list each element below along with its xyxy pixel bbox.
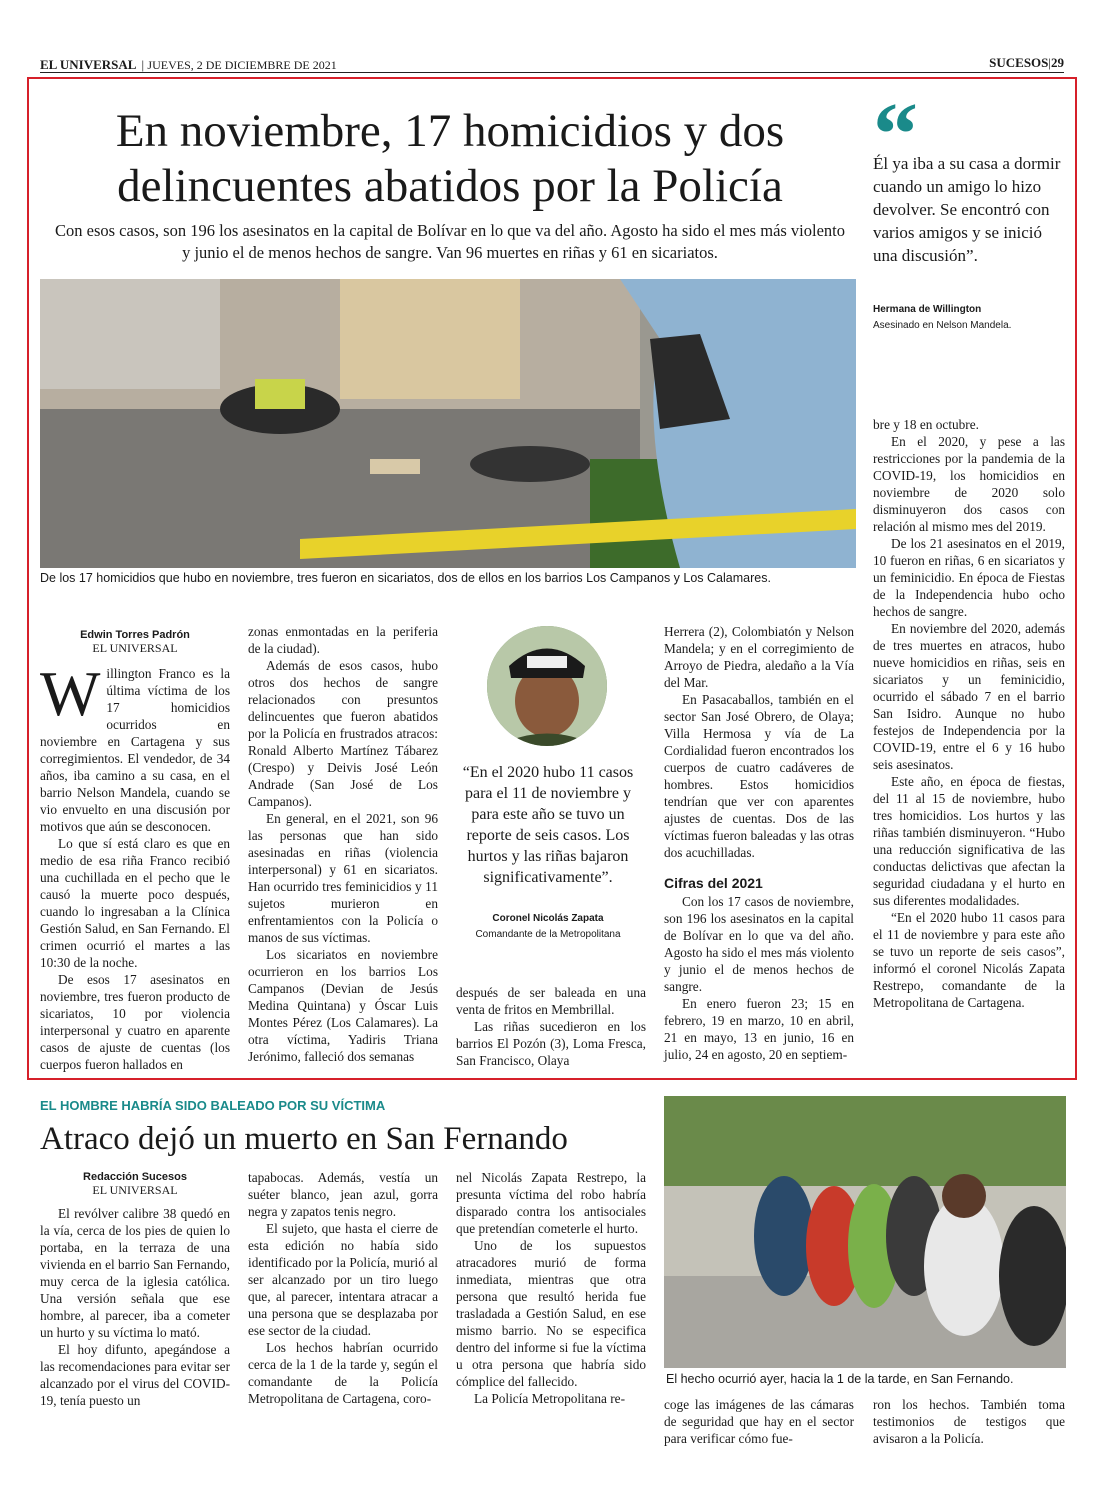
paragraph: En Pasacaballos, también en el sector San José Obrero, de Olaya; Villa Hermosa y vía de La Cordialidad fueron encontrados los cuerpos de cuatro cadáveres de hombres. Estos homicidios tendrían que ver con aparentes ajustes de cuentas. Dos de las víctimas fueron baleadas y las otras dos acuchilladas. [664, 692, 854, 860]
article-column-1 [40, 628, 230, 1073]
paragraph: La Policía Metropolitana re- [474, 1391, 626, 1406]
paragraph: “En el 2020 hubo 11 casos para el 11 de noviembre y para este año se tuvo un reporte de seis casos”, informó el coronel Nicolás Zapata Restrepo, comandante de la Metropolitana de Cartagena. [873, 910, 1065, 1010]
paragraph: El sujeto, que hasta el cierre de esta edición no había sido identificado por la Policía, murió al ser alcanzado por un tiro luego que, al parecer, intentara atracar a una persona que se desplazaba por ese sector de la ciudad. [248, 1221, 438, 1338]
paragraph: En noviembre del 2020, además de tres muertes en atracos, hubo nueve homicidios en riñas, seis en sicariatos y un feminicidio, ocurrido el sábado 7 en el barrio San Isidro. Aunque no hubo festejos de Independencia por la COVID-19, entre el 6 y 16 hubo seis asesinatos. [873, 621, 1065, 772]
header-date: JUEVES, 2 DE DICIEMBRE DE 2021 [147, 58, 337, 72]
article-column-2 [248, 623, 438, 1065]
paragraph: bre y 18 en octubre. [873, 417, 979, 432]
paragraph: De esos 17 asesinatos en noviembre, tres fueron producto de sicariatos, 10 por violencia interpersonal y cuatro en aparente casos de ajuste de cuentas (los cuerpos fueron hallados en [40, 972, 230, 1072]
paragraph: Los sicariatos en noviembre ocurrieron en los barrios Los Campanos (Devian de Jesús Medina Quintana) y Óscar Luis Montes Pérez (Los Calamares). La otra víctima, Yadiris Triana Jerónimo, falleció dos semanas [248, 947, 438, 1064]
main-photo [40, 279, 856, 568]
byline-org: EL UNIVERSAL [92, 641, 178, 655]
paragraph: Las riñas sucedieron en los barrios El Pozón (3), Loma Fresca, San Francisco, Olaya [456, 1019, 646, 1068]
second-column-2 [248, 1169, 438, 1407]
paragraph: nel Nicolás Zapata Restrepo, la presunta víctima del robo habría disparado contra los antisociales que pretendían cometerle el hurto. [456, 1170, 646, 1236]
paragraph: illington Franco es la última víctima de los 17 homicidios ocurridos en noviembre en Cartagena y sus corregimientos. El vendedor, de 34 años, iba camino a su casa, en el barrio Nelson Mandela, cuando se vio envuelto en una discusión por motivos que aún se desconocen. [40, 666, 230, 834]
paragraph: En el 2020, y pese a las restricciones por la pandemia de la COVID-19, los homicidios en noviembre de 2020 solo disminuyeron dos casos con relación al mismo mes del 2019. [873, 434, 1065, 534]
second-byline-org: EL UNIVERSAL [92, 1183, 178, 1197]
second-photo-caption: El hecho ocurrió ayer, hacia la 1 de la tarde, en San Fernando. [666, 1372, 1014, 1386]
second-byline-name: Redacción Sucesos [83, 1171, 187, 1183]
newspaper-name: EL UNIVERSAL [40, 57, 137, 72]
paragraph: Herrera (2), Colombiatón y Nelson Mandela; y en el corregimiento de Arroyo de Piedra, aledaño a la Vía del Mar. [664, 624, 854, 690]
article-column-4 [664, 623, 854, 1063]
paragraph: Uno de los supuestos atracadores murió de forma inmediata, mientras que otra persona que resultó herida fue trasladada a Gestión Salud, en ese mismo barrio. No se especifica dentro del informe si fue la víctima u otra persona que habría sido cómplice del fallecido. [456, 1238, 646, 1389]
paragraph: En general, en el 2021, son 96 las personas que han sido asesinadas en riñas (violencia interpersonal) y 61 en sicariatos. Han ocurrido tres feminicidios y 11 sujetos murieron en enfrentamientos con la Policía o manos de sus víctimas. [248, 811, 438, 945]
paragraph: tapabocas. Además, vestía un suéter blanco, jean azul, gorra negra y zapatos tenis negro. [248, 1170, 438, 1219]
paragraph: Además de esos casos, hubo otros dos hechos de sangre relacionados con presuntos delincuentes que fueron abatidos por la Policía en frustrados atracos: Ronald Alberto Martínez Tábarez (Crespo) y Deivis José León Andrade (San José de Los Campanos). [248, 658, 438, 809]
paragraph: Los hechos habrían ocurrido cerca de la 1 de la tarde y, según el comandante de la Policía Metropolitana de Cartagena, coro- [248, 1340, 438, 1406]
paragraph: Este año, en época de fiestas, del 11 al 15 de noviembre, hubo tres homicidios. Los hurtos y las riñas también disminuyeron. “Hubo una reducción significativa de las conductas delictivas que afectan la seguridad ciudadana y el hurto en sus diferentes modalidades. [873, 774, 1065, 908]
paragraph: De los 21 asesinatos en el 2019, 10 fueron en riñas, 6 en sicariatos y un feminicidio. En época de Fiestas de la Independencia hubo ocho hechos de sangre. [873, 536, 1065, 619]
section-name: SUCESOS [989, 55, 1049, 70]
pull-quote-role: Comandante de la Metropolitana [475, 929, 621, 940]
paragraph: Lo que sí está claro es que en medio de esa riña Franco recibió una cuchillada en el pecho que le causó la muerte poco después, cuando lo ingresaban a la Clínica Gestión Salud, en San Fernando. El crimen ocurrió el martes a las 10:30 de la noche. [40, 836, 230, 970]
second-photo [664, 1096, 1066, 1368]
second-column-1 [40, 1170, 230, 1409]
paragraph: coge las imágenes de las cámaras de seguridad que hay en el sector para verificar cómo fue- [664, 1397, 854, 1446]
second-title: Atraco dejó un muerto en San Fernando [40, 1121, 568, 1157]
sidebar-quote-author: Hermana de Willington [873, 304, 982, 315]
paragraph: después de ser baleada en una venta de fritos en Membrillal. [456, 985, 646, 1017]
paragraph: ron los hechos. También toma testimonios de testigos que avisaron a la Policía. [873, 1397, 1065, 1446]
portrait-photo [487, 626, 607, 746]
paragraph: zonas enmontadas en la periferia de la ciudad). [248, 624, 438, 656]
paragraph: El revólver calibre 38 quedó en la vía, cerca de los pies de quien lo portaba, en la terraza de una vivienda en el barrio San Fernando, muy cerca de la iglesia católica. Una versión señala que ese hombre, al parecer, iba a cometer un hurto y su víctima lo mató. [40, 1206, 230, 1340]
pull-quote-author: Coronel Nicolás Zapata [492, 913, 604, 924]
main-photo-caption: De los 17 homicidios que hubo en noviembre, tres fueron en sicariatos, dos de ellos en los barrios Los Campanos y Los Calamares. [40, 571, 771, 585]
page-header: EL UNIVERSAL | JUEVES, 2 DE DICIEMBRE DE 2021 SUCESOS|29 [40, 55, 1064, 72]
paragraph: En enero fueron 23; 15 en febrero, 19 en marzo, 10 en abril, 21 en mayo, 13 en junio, 16 en julio, 24 en agosto, 20 en septiem- [664, 996, 854, 1062]
subhead: Cifras del 2021 [664, 875, 763, 891]
article-column-5 [873, 416, 1065, 1011]
second-column-3 [456, 1169, 646, 1407]
drop-cap: W [40, 658, 101, 729]
paragraph: El hoy difunto, apegándose a las recomendaciones para evitar ser alcanzado por el virus del COVID-19, tenía puesto un [40, 1342, 230, 1408]
paragraph: Con los 17 casos de noviembre, son 196 los asesinatos en la capital de Bolívar en lo que va del año. Agosto ha sido el mes más violento y junio el de menos hechos de sangre. [664, 894, 854, 994]
byline-name: Edwin Torres Padrón [80, 629, 190, 641]
quote-mark: “ [873, 85, 918, 184]
sidebar-quote-role: Asesinado en Nelson Mandela. [873, 320, 1012, 331]
second-kicker: EL HOMBRE HABRÍA SIDO BALEADO POR SU VÍCTIMA [40, 1098, 386, 1113]
second-column-5 [873, 1396, 1065, 1447]
sidebar-quote: Él ya iba a su casa a dormir cuando un amigo lo hizo devolver. Se encontró con varios amigos y se inició una discusión”. [873, 154, 1061, 265]
article-title: En noviembre, 17 homicidios y dos delincuentes abatidos por la Policía [115, 105, 785, 212]
second-column-4 [664, 1396, 854, 1447]
article-lead: Con esos casos, son 196 los asesinatos en la capital de Bolívar en lo que va del año. Agosto ha sido el mes más violento y junio el de menos hechos de sangre. Van 96 muertes en riñas y 61 en sicariatos. [54, 221, 846, 262]
page-number: 29 [1051, 55, 1064, 70]
article-column-3 [456, 984, 646, 1069]
pull-quote: “En el 2020 hubo 11 casos para el 11 de noviembre y para este año se tuvo un reporte de seis casos. Los hurtos y las riñas bajaron significativamente”. [462, 764, 634, 886]
